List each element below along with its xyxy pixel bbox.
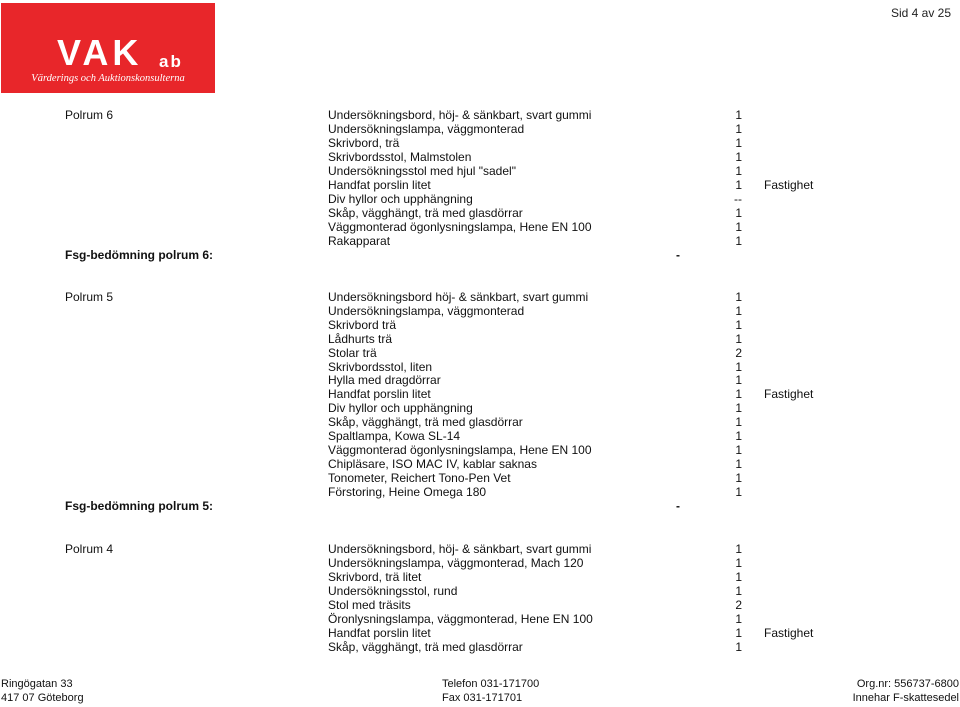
item-description: Skåp, vägghängt, trä med glasdörrar (328, 640, 523, 654)
item-row (0, 108, 960, 122)
item-row (0, 471, 960, 485)
item-quantity: 1 (735, 429, 742, 443)
room-name: Polrum 5 (65, 290, 114, 304)
item-description: Skåp, vägghängt, trä med glasdörrar (328, 415, 523, 430)
item-row (0, 192, 960, 206)
item-row (0, 415, 960, 429)
company-logo (1, 3, 215, 93)
item-row (0, 346, 960, 360)
item-row (0, 290, 960, 304)
item-description: Hylla med dragdörrar (328, 373, 441, 388)
item-description: Öronlysningslampa, väggmonterad, Hene EN 100 (328, 612, 593, 626)
item-row (0, 640, 960, 654)
assessment-value: - (676, 248, 680, 262)
footer-phone: Telefon 031-171700 (442, 678, 540, 690)
item-description: Undersökningsbord, höj- & sänkbart, svart gummi (328, 542, 592, 556)
assessment-value: - (676, 499, 680, 513)
item-note: Fastighet (764, 178, 814, 192)
item-row (0, 598, 960, 612)
svg-text:ab: ab (159, 52, 183, 71)
item-row (0, 360, 960, 374)
room-name: Polrum 6 (65, 108, 114, 122)
item-quantity: 1 (735, 108, 742, 122)
item-row (0, 150, 960, 164)
vak-logo-graphic (1, 3, 215, 93)
item-quantity: 1 (735, 401, 742, 416)
item-quantity: 1 (735, 164, 742, 178)
room-name: Polrum 4 (65, 542, 114, 556)
footer-org-number: Org.nr: 556737-6800 (856, 678, 959, 690)
item-description: Skrivbordsstol, Malmstolen (328, 150, 472, 164)
item-description: Undersökningsstol, rund (328, 584, 458, 598)
item-quantity: 1 (735, 612, 742, 626)
item-description: Tonometer, Reichert Tono-Pen Vet (328, 470, 511, 485)
item-description: Stolar trä (328, 345, 377, 360)
item-quantity: 1 (735, 387, 742, 402)
item-row (0, 612, 960, 626)
item-row (0, 206, 960, 220)
item-quantity: 1 (735, 470, 742, 485)
item-quantity: 1 (735, 456, 742, 471)
item-quantity: 1 (735, 303, 742, 318)
item-quantity: 1 (735, 317, 742, 332)
item-quantity: 1 (735, 359, 742, 374)
item-quantity: 1 (735, 570, 742, 584)
item-row (0, 584, 960, 598)
item-description: Undersökningsstol med hjul "sadel" (328, 164, 516, 178)
item-description: Rakapparat (328, 234, 391, 248)
item-description: Div hyllor och upphängning (328, 192, 473, 206)
item-quantity: 2 (735, 598, 742, 612)
item-description: Handfat porslin litet (328, 387, 431, 402)
item-quantity: 1 (735, 640, 742, 654)
item-description: Handfat porslin litet (328, 626, 431, 640)
item-quantity: 1 (735, 584, 742, 598)
item-quantity: 1 (735, 206, 742, 220)
item-row (0, 556, 960, 570)
item-description: Väggmonterad ögonlysningslampa, Hene EN 100 (328, 220, 592, 234)
item-row (0, 373, 960, 387)
item-quantity: 2 (735, 345, 742, 360)
item-row (0, 304, 960, 318)
item-quantity: 1 (735, 484, 742, 499)
item-quantity: 1 (735, 122, 742, 136)
item-row (0, 387, 960, 401)
item-description: Skrivbord trä (328, 317, 397, 332)
item-row (0, 570, 960, 584)
item-quantity: 1 (735, 415, 742, 430)
item-description: Förstoring, Heine Omega 180 (328, 484, 487, 499)
item-quantity: 1 (735, 220, 742, 234)
item-quantity: 1 (735, 331, 742, 346)
svg-text:Värderings och Auktionskonsult: Värderings och Auktionskonsulterna (31, 73, 185, 84)
item-row (0, 332, 960, 346)
footer-tax-note: Innehar F-skattesedel (852, 692, 959, 704)
footer-postal: 417 07 Göteborg (1, 692, 84, 704)
page-number: Sid 4 av 25 (890, 6, 951, 20)
item-description: Väggmonterad ögonlysningslampa, Hene EN 100 (328, 442, 592, 457)
item-row (0, 457, 960, 471)
item-description: Skrivbordsstol, liten (328, 359, 433, 374)
item-row (0, 122, 960, 136)
svg-text:VAK: VAK (57, 32, 143, 73)
item-row (0, 234, 960, 248)
item-quantity: 1 (735, 136, 742, 150)
item-quantity: 1 (735, 556, 742, 570)
item-description: Div hyllor och upphängning (328, 401, 473, 416)
item-quantity: 1 (735, 178, 742, 192)
assessment-label: Fsg-bedömning polrum 6: (65, 248, 213, 262)
item-description: Undersökningsbord höj- & sänkbart, svart gummi (328, 290, 589, 304)
item-description: Stol med träsits (328, 598, 411, 612)
item-row (0, 220, 960, 234)
item-quantity: 1 (735, 234, 742, 248)
assessment-label: Fsg-bedömning polrum 5: (65, 499, 213, 513)
item-quantity: 1 (735, 626, 742, 640)
item-row (0, 542, 960, 556)
item-quantity: 1 (735, 542, 742, 556)
item-description: Handfat porslin litet (328, 178, 431, 192)
item-quantity: 1 (735, 290, 742, 304)
item-row (0, 164, 960, 178)
item-row (0, 178, 960, 192)
item-description: Undersökningslampa, väggmonterad, Mach 120 (328, 556, 584, 570)
item-note: Fastighet (764, 626, 814, 640)
item-description: Undersökningsbord, höj- & sänkbart, svart gummi (328, 108, 592, 122)
item-description: Chipläsare, ISO MAC IV, kablar saknas (328, 456, 537, 471)
item-row (0, 401, 960, 415)
item-row (0, 429, 960, 443)
item-description: Undersökningslampa, väggmonterad (328, 122, 525, 136)
item-row (0, 136, 960, 150)
item-note: Fastighet (764, 387, 814, 402)
item-description: Skrivbord, trä (328, 136, 400, 150)
item-row (0, 626, 960, 640)
item-quantity: -- (734, 192, 742, 206)
item-row (0, 443, 960, 457)
item-description: Spaltlampa, Kowa SL-14 (328, 429, 461, 443)
item-row (0, 485, 960, 499)
footer-fax: Fax 031-171701 (442, 692, 523, 704)
item-quantity: 1 (735, 150, 742, 164)
item-row (0, 318, 960, 332)
item-quantity: 1 (735, 442, 742, 457)
item-description: Undersökningslampa, väggmonterad (328, 303, 525, 318)
footer-street: Ringögatan 33 (1, 678, 73, 690)
item-description: Skrivbord, trä litet (328, 570, 422, 584)
item-description: Lådhurts trä (328, 331, 393, 346)
item-description: Skåp, vägghängt, trä med glasdörrar (328, 206, 523, 220)
item-quantity: 1 (735, 373, 742, 388)
